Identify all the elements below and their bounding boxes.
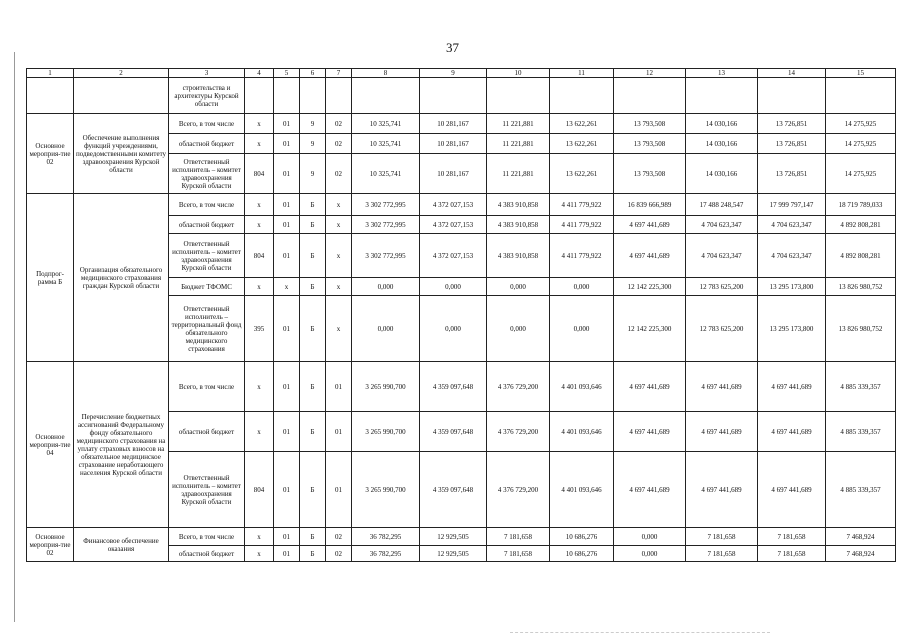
- value-cell: 4 697 441,689: [614, 234, 686, 278]
- value-cell: 4 697 441,689: [614, 452, 686, 528]
- value-cell: 11 221,881: [487, 154, 550, 194]
- value-cell: 14 030,166: [686, 114, 758, 134]
- cell: [826, 78, 896, 114]
- code-cell: 01: [274, 216, 300, 234]
- value-cell: 4 359 097,648: [420, 412, 487, 452]
- code-cell: 01: [274, 362, 300, 412]
- value-cell: 13 793,508: [614, 114, 686, 134]
- value-cell: 4 401 093,646: [550, 412, 614, 452]
- value-cell: 7 181,658: [758, 546, 826, 562]
- value-cell: 4 411 779,922: [550, 194, 614, 216]
- funding-source-cell: Всего, в том числе: [169, 362, 245, 412]
- source-cell: строительства и архитектуры Курской области: [169, 78, 245, 114]
- budget-table: [26, 68, 896, 562]
- value-cell: 14 030,166: [686, 134, 758, 154]
- funding-source-cell: областной бюджет: [169, 412, 245, 452]
- code-cell: 02: [326, 154, 352, 194]
- table-row: [27, 114, 896, 134]
- value-cell: 0,000: [420, 296, 487, 362]
- value-cell: 12 929,505: [420, 528, 487, 546]
- value-cell: 4 372 027,153: [420, 216, 487, 234]
- code-cell: Б: [300, 216, 326, 234]
- value-cell: 4 401 093,646: [550, 362, 614, 412]
- funding-source-cell: Ответственный исполнитель – комитет здравоохранения Курской области: [169, 452, 245, 528]
- value-cell: 13 793,508: [614, 154, 686, 194]
- code-cell: х: [245, 114, 274, 134]
- column-header: 9: [420, 69, 487, 78]
- value-cell: 4 697 441,689: [686, 362, 758, 412]
- value-cell: 4 376 729,200: [487, 412, 550, 452]
- code-cell: Б: [300, 528, 326, 546]
- code-cell: 01: [274, 296, 300, 362]
- value-cell: 4 704 623,347: [686, 216, 758, 234]
- code-cell: х: [274, 278, 300, 296]
- code-cell: 02: [326, 114, 352, 134]
- value-cell: 13 726,851: [758, 134, 826, 154]
- value-cell: 0,000: [352, 278, 420, 296]
- value-cell: 17 999 797,147: [758, 194, 826, 216]
- value-cell: 4 885 339,357: [826, 412, 896, 452]
- column-header: 4: [245, 69, 274, 78]
- table-row: [27, 194, 896, 216]
- code-cell: Б: [300, 362, 326, 412]
- code-cell: Б: [300, 412, 326, 452]
- code-cell: х: [245, 134, 274, 154]
- cell: [352, 78, 420, 114]
- code-cell: 01: [274, 452, 300, 528]
- funding-source-cell: Всего, в том числе: [169, 528, 245, 546]
- value-cell: 4 372 027,153: [420, 194, 487, 216]
- value-cell: 10 281,167: [420, 114, 487, 134]
- value-cell: 4 697 441,689: [686, 412, 758, 452]
- code-cell: х: [326, 194, 352, 216]
- value-cell: 4 411 779,922: [550, 216, 614, 234]
- value-cell: 4 359 097,648: [420, 362, 487, 412]
- value-cell: 10 281,167: [420, 154, 487, 194]
- table-row: [27, 528, 896, 546]
- value-cell: 4 697 441,689: [614, 362, 686, 412]
- value-cell: 4 704 623,347: [686, 234, 758, 278]
- value-cell: 12 142 225,300: [614, 278, 686, 296]
- code-cell: х: [245, 194, 274, 216]
- value-cell: 7 468,924: [826, 546, 896, 562]
- value-cell: 4 892 808,281: [826, 216, 896, 234]
- code-cell: 804: [245, 234, 274, 278]
- value-cell: 3 302 772,995: [352, 216, 420, 234]
- code-cell: х: [245, 412, 274, 452]
- value-cell: 7 181,658: [487, 546, 550, 562]
- column-header: 8: [352, 69, 420, 78]
- code-cell: 01: [274, 114, 300, 134]
- value-cell: 13 726,851: [758, 114, 826, 134]
- funding-source-cell: Ответственный исполнитель – комитет здравоохранения Курской области: [169, 154, 245, 194]
- code-cell: Б: [300, 278, 326, 296]
- code-cell: 01: [274, 234, 300, 278]
- code-cell: 01: [274, 194, 300, 216]
- code-cell: х: [245, 528, 274, 546]
- value-cell: 4 372 027,153: [420, 234, 487, 278]
- value-cell: 36 782,295: [352, 546, 420, 562]
- column-header: 10: [487, 69, 550, 78]
- value-cell: 10 281,167: [420, 134, 487, 154]
- value-cell: 14 275,925: [826, 114, 896, 134]
- value-cell: 3 265 990,700: [352, 412, 420, 452]
- value-cell: 7 181,658: [686, 546, 758, 562]
- value-cell: 0,000: [487, 296, 550, 362]
- value-cell: 10 686,276: [550, 528, 614, 546]
- program-label-cell: Основное мероприя-тие 04: [27, 362, 74, 528]
- value-cell: 12 929,505: [420, 546, 487, 562]
- cell: [74, 78, 169, 114]
- code-cell: Б: [300, 546, 326, 562]
- value-cell: 18 719 789,033: [826, 194, 896, 216]
- value-cell: 4 704 623,347: [758, 216, 826, 234]
- code-cell: 01: [326, 452, 352, 528]
- program-name-cell: Перечисление бюджетных ассигнований Федеральному фонду обязательного медицинского страхования на уплату страховых взносов на обязательное медицинское страхование неработающего населения Курской области: [74, 362, 169, 528]
- value-cell: 4 383 910,858: [487, 216, 550, 234]
- code-cell: х: [245, 546, 274, 562]
- value-cell: 13 726,851: [758, 154, 826, 194]
- column-header: 1: [27, 69, 74, 78]
- code-cell: х: [326, 296, 352, 362]
- column-header: 6: [300, 69, 326, 78]
- code-cell: Б: [300, 234, 326, 278]
- value-cell: 13 622,261: [550, 114, 614, 134]
- cell: [758, 78, 826, 114]
- value-cell: 4 383 910,858: [487, 194, 550, 216]
- continuation-row: [27, 78, 896, 114]
- code-cell: 01: [274, 546, 300, 562]
- value-cell: 3 302 772,995: [352, 194, 420, 216]
- program-label-cell: Основное мероприя-тие 02: [27, 528, 74, 562]
- program-name-cell: Финансовое обеспечение оказания: [74, 528, 169, 562]
- value-cell: 17 488 248,547: [686, 194, 758, 216]
- cell: [686, 78, 758, 114]
- value-cell: 4 697 441,689: [614, 412, 686, 452]
- value-cell: 13 622,261: [550, 134, 614, 154]
- value-cell: 11 221,881: [487, 114, 550, 134]
- value-cell: 3 265 990,700: [352, 362, 420, 412]
- value-cell: 4 885 339,357: [826, 452, 896, 528]
- value-cell: 4 411 779,922: [550, 234, 614, 278]
- value-cell: 13 295 173,800: [758, 296, 826, 362]
- column-header: 7: [326, 69, 352, 78]
- value-cell: 4 376 729,200: [487, 452, 550, 528]
- value-cell: 11 221,881: [487, 134, 550, 154]
- value-cell: 0,000: [550, 278, 614, 296]
- value-cell: 13 622,261: [550, 154, 614, 194]
- value-cell: 12 783 625,200: [686, 278, 758, 296]
- code-cell: 9: [300, 134, 326, 154]
- program-label-cell: Подпрог-рамма Б: [27, 194, 74, 362]
- funding-source-cell: Ответственный исполнитель – территориальный фонд обязательного медицинского страхования: [169, 296, 245, 362]
- code-cell: х: [326, 278, 352, 296]
- funding-source-cell: Бюджет ТФОМС: [169, 278, 245, 296]
- value-cell: 13 826 980,752: [826, 278, 896, 296]
- value-cell: 0,000: [614, 546, 686, 562]
- code-cell: 02: [326, 134, 352, 154]
- code-cell: Б: [300, 452, 326, 528]
- code-cell: х: [245, 362, 274, 412]
- value-cell: 14 275,925: [826, 154, 896, 194]
- cell: [300, 78, 326, 114]
- funding-source-cell: областной бюджет: [169, 546, 245, 562]
- column-header: 5: [274, 69, 300, 78]
- value-cell: 4 704 623,347: [758, 234, 826, 278]
- page-edge-line: [14, 52, 15, 622]
- value-cell: 10 325,741: [352, 134, 420, 154]
- funding-source-cell: областной бюджет: [169, 134, 245, 154]
- scan-artifact-line: [510, 632, 770, 633]
- code-cell: 01: [274, 134, 300, 154]
- value-cell: 10 686,276: [550, 546, 614, 562]
- value-cell: 0,000: [487, 278, 550, 296]
- code-cell: 01: [274, 154, 300, 194]
- code-cell: 01: [326, 362, 352, 412]
- value-cell: 10 325,741: [352, 154, 420, 194]
- value-cell: 4 401 093,646: [550, 452, 614, 528]
- code-cell: 02: [326, 528, 352, 546]
- code-cell: 9: [300, 154, 326, 194]
- code-cell: 01: [274, 528, 300, 546]
- code-cell: 9: [300, 114, 326, 134]
- value-cell: 14 275,925: [826, 134, 896, 154]
- program-name-cell: Организация обязательного медицинского страхования граждан Курской области: [74, 194, 169, 362]
- code-cell: х: [326, 216, 352, 234]
- value-cell: 4 697 441,689: [758, 452, 826, 528]
- value-cell: 13 826 980,752: [826, 296, 896, 362]
- code-cell: х: [326, 234, 352, 278]
- code-cell: 02: [326, 546, 352, 562]
- cell: [487, 78, 550, 114]
- value-cell: 12 783 625,200: [686, 296, 758, 362]
- column-header: 15: [826, 69, 896, 78]
- program-label-cell: Основное мероприя-тие 02: [27, 114, 74, 194]
- table-body: [27, 69, 896, 562]
- funding-source-cell: Всего, в том числе: [169, 194, 245, 216]
- value-cell: 4 697 441,689: [686, 452, 758, 528]
- funding-source-cell: Всего, в том числе: [169, 114, 245, 134]
- value-cell: 0,000: [352, 296, 420, 362]
- value-cell: 16 839 666,989: [614, 194, 686, 216]
- page-number: 37: [446, 40, 459, 55]
- cell: [245, 78, 274, 114]
- value-cell: 10 325,741: [352, 114, 420, 134]
- code-cell: Б: [300, 194, 326, 216]
- value-cell: 14 030,166: [686, 154, 758, 194]
- value-cell: 4 376 729,200: [487, 362, 550, 412]
- cell: [27, 78, 74, 114]
- value-cell: 36 782,295: [352, 528, 420, 546]
- value-cell: 0,000: [420, 278, 487, 296]
- value-cell: 0,000: [614, 528, 686, 546]
- code-cell: 01: [274, 412, 300, 452]
- value-cell: 4 697 441,689: [614, 216, 686, 234]
- value-cell: 3 302 772,995: [352, 234, 420, 278]
- cell: [274, 78, 300, 114]
- header-row: [27, 69, 896, 78]
- code-cell: 804: [245, 154, 274, 194]
- value-cell: 4 697 441,689: [758, 412, 826, 452]
- code-cell: 395: [245, 296, 274, 362]
- column-header: 3: [169, 69, 245, 78]
- value-cell: 13 295 173,800: [758, 278, 826, 296]
- column-header: 13: [686, 69, 758, 78]
- cell: [614, 78, 686, 114]
- value-cell: 12 142 225,300: [614, 296, 686, 362]
- cell: [326, 78, 352, 114]
- code-cell: 804: [245, 452, 274, 528]
- value-cell: 4 892 808,281: [826, 234, 896, 278]
- cell: [550, 78, 614, 114]
- funding-source-cell: Ответственный исполнитель – комитет здравоохранения Курской области: [169, 234, 245, 278]
- value-cell: 3 265 990,700: [352, 452, 420, 528]
- value-cell: 7 181,658: [487, 528, 550, 546]
- value-cell: 4 359 097,648: [420, 452, 487, 528]
- column-header: 12: [614, 69, 686, 78]
- column-header: 2: [74, 69, 169, 78]
- column-header: 14: [758, 69, 826, 78]
- code-cell: Б: [300, 296, 326, 362]
- column-header: 11: [550, 69, 614, 78]
- value-cell: 4 697 441,689: [758, 362, 826, 412]
- program-name-cell: Обеспечение выполнения функций учреждениями, подведомственными комитету здравоохранения Курской области: [74, 114, 169, 194]
- code-cell: х: [245, 278, 274, 296]
- value-cell: 0,000: [550, 296, 614, 362]
- funding-source-cell: областной бюджет: [169, 216, 245, 234]
- value-cell: 4 383 910,858: [487, 234, 550, 278]
- value-cell: 4 885 339,357: [826, 362, 896, 412]
- code-cell: х: [245, 216, 274, 234]
- cell: [420, 78, 487, 114]
- code-cell: 01: [326, 412, 352, 452]
- value-cell: 7 468,924: [826, 528, 896, 546]
- table-row: [27, 362, 896, 412]
- value-cell: 13 793,508: [614, 134, 686, 154]
- value-cell: 7 181,658: [758, 528, 826, 546]
- value-cell: 7 181,658: [686, 528, 758, 546]
